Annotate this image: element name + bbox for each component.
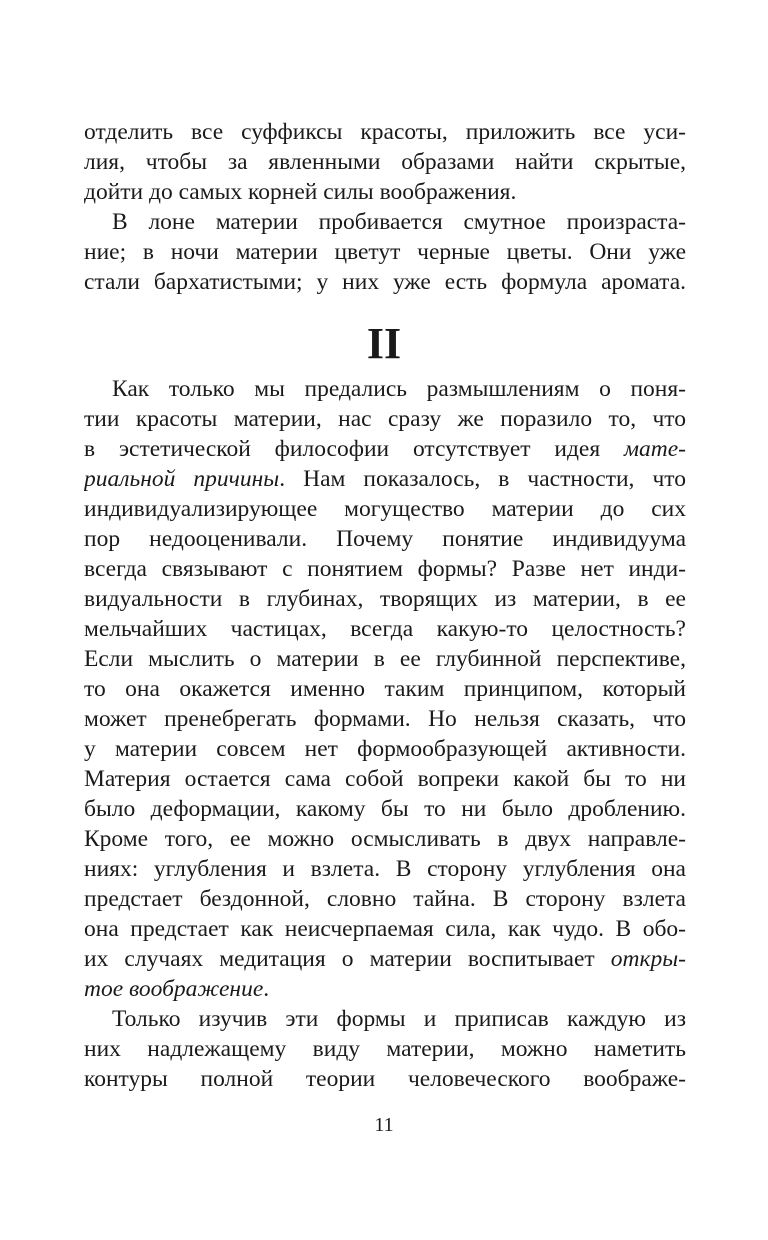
text-line: было деформации, какому бы то ни было дроблению. (84, 796, 686, 822)
text-line: Материя остается сама собой вопреки какой бы то ни (84, 766, 686, 792)
text-line: ние; в ночи материи цветут черные цветы. Они уже (84, 239, 686, 265)
text-line: она предстает как неисчерпаемая сила, как чудо. В обо- (84, 916, 686, 942)
text-line: предстает бездонной, словно тайна. В сторону взлета (84, 886, 686, 912)
text-run: . Нам показалось, в частности, что (279, 466, 686, 492)
italic-run: тое воображение (84, 976, 264, 1002)
paragraph-1 (84, 117, 686, 207)
paragraph-4 (84, 1004, 686, 1094)
text-line (84, 434, 686, 464)
text-line: Как только мы предались размышлениям о поня- (112, 376, 686, 402)
text-block-main (84, 374, 686, 1094)
italic-run: риальной причины (84, 466, 280, 492)
text-line: может пренебрегать формами. Но нельзя сказать, что (84, 706, 686, 732)
text-line: индивидуализирующее могущество материи до сих (84, 496, 686, 522)
text-line: ниях: углубления и взлета. В сторону углубления она (84, 856, 686, 882)
text-line: отделить все суффиксы красоты, приложить все уси- (84, 119, 686, 145)
italic-run: мате- (624, 436, 686, 462)
text-line: то она окажется именно таким принципом, который (84, 676, 686, 702)
text-line: всегда связывают с понятием формы? Разве нет инди- (84, 556, 686, 582)
text-line (84, 944, 686, 974)
text-line: пор недооценивали. Почему понятие индивидуума (84, 526, 686, 552)
text-line: них надлежащему виду материи, можно наметить (84, 1036, 686, 1062)
text-line: у материи совсем нет формообразующей активности. (84, 736, 686, 762)
paragraph-3 (84, 374, 686, 1004)
text-line: В лоне материи пробивается смутное произраста- (112, 209, 686, 235)
text-block-top (84, 117, 686, 297)
section-heading: II (366, 319, 402, 368)
text-line: лия, чтобы за явленными образами найти скрытые, (84, 149, 686, 175)
text-line (84, 464, 686, 494)
italic-run: откры- (610, 946, 686, 972)
text-line (84, 974, 686, 1004)
page-number: 11 (374, 1114, 394, 1136)
text-line: видуальности в глубинах, творящих из материи, в ее (84, 586, 686, 612)
text-line: стали бархатистыми; у них уже есть формула аромата. (84, 269, 686, 295)
text-line: контуры полной теории человеческого воображе- (84, 1066, 686, 1092)
text-line: мельчайших частицах, всегда какую-то целостность? (84, 616, 686, 642)
text-line: Только изучив эти формы и приписав каждую из (112, 1006, 686, 1032)
paragraph-2 (84, 207, 686, 297)
text-line: Кроме того, ее можно осмысливать в двух направле- (84, 826, 686, 852)
text-line: Если мыслить о материи в ее глубинной перспективе, (84, 646, 686, 672)
text-run: их случаях медитация о материи воспитывает (84, 946, 611, 972)
text-run: . (263, 976, 270, 1002)
text-line: дойти до самых корней силы воображения. (84, 179, 517, 205)
text-run: в эстетической философии отсутствует идея (84, 436, 625, 462)
text-line: тии красоты материи, нас сразу же поразило то, что (84, 406, 686, 432)
